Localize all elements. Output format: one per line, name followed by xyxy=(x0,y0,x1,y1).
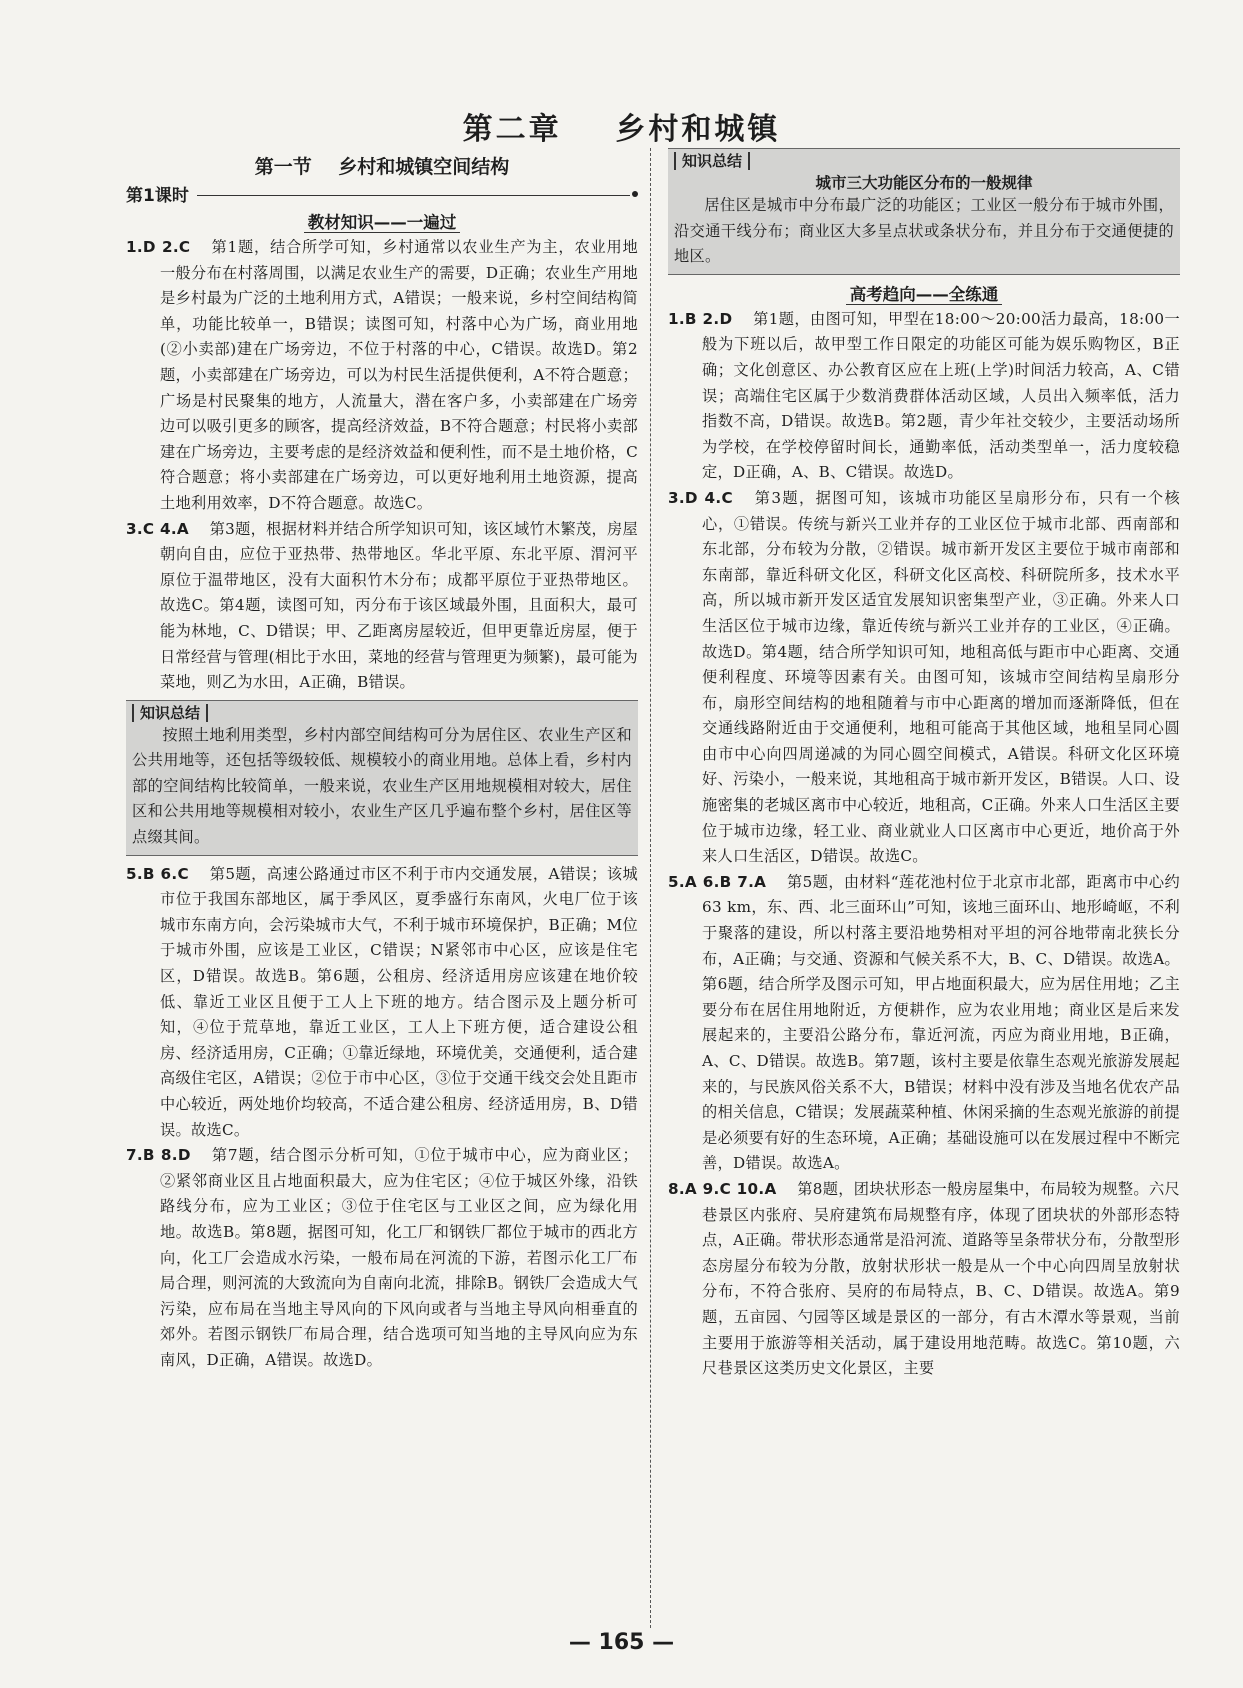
answer-keys: 7.B 8.D xyxy=(126,1146,207,1165)
answer-block xyxy=(126,235,638,517)
answer-block xyxy=(126,1143,638,1373)
lesson-dot xyxy=(632,191,638,197)
answer-block xyxy=(668,486,1180,870)
answer-explanation: 第5题，由材料“莲花池村位于北京市北部，距离市中心约63 km，东、西、北三面环山”可知，该地三面环山、地形崎岖，不利于聚落的建设，所以村落主要沿地势相对平坦的河谷地带南北狭长分布，A正确；与交通、资源和气候关系不大，B、C、D错误。故选A。第6题，结合所学及图示可知，甲占地面积最大，应为居住用地；乙主要分布在居住用地附近，方便耕作，应为农业用地；商业区是后来发展起来的，主要沿公路分布，靠近河流，丙应为商业用地，B正确，A、C、D错误。故选B。第7题，该村主要是依靠生态观光旅游发展起来的，与民族风俗关系不大，B错误；材料中没有涉及当地名优农产品的相关信息，C错误；发展蔬菜种植、休闲采摘的生态观光旅游的前提是必须要有好的生态环境，A正确；基础设施可以在发展过程中不断完善，D错误。故选A。 xyxy=(702,872,1180,1173)
box-label: 知识总结 xyxy=(674,152,750,170)
answer-block xyxy=(126,517,638,696)
section-title: 第一节 乡村和城镇空间结构 xyxy=(254,156,510,178)
answer-explanation: 第5题，高速公路通过市区不利于市内交通发展，A错误；该城市位于我国东部地区，属于季风区，夏季盛行东南风，火电厂位于该城市东南方向，会污染城市大气，不利于城市环境保护，B正确；M位于城市外围，应该是工业区，C错误；N紧邻市中心区，应该是住宅区，D错误。故选B。第6题，公租房、经济适用房应该建在地价较低、靠近工业区且便于工人上下班的地方。结合图示及上题分析可知，④位于荒草地，靠近工业区，工人上下班方便，适合建设公租房、经济适用房，C正确；①靠近绿地，环境优美，交通便利，适合建高级住宅区，A错误；②位于市中心区，③位于交通干线交会处且距市中心较近，两处地价均较高，不适合建公租房、经济适用房，B、D错误。故选C。 xyxy=(160,864,638,1139)
section-heading-textbook xyxy=(126,209,638,233)
box-label: 知识总结 xyxy=(132,704,208,722)
answer-block xyxy=(668,870,1180,1177)
answer-keys: 3.D 4.C xyxy=(668,488,749,507)
answer-explanation: 第1题，由图可知，甲型在18:00～20:00活力最高，18:00一般为下班以后，故甲型工作日限定的功能区可能为娱乐购物区，B正确；文化创意区、办公教育区应在上班(上学)时间活力较高，A、C错误；高端住宅区属于少数消费群体活动区域，人员出入频率低，活力指数不高，D错误。故选B。第2题，青少年社交较少，主要活动场所为学校，在学校停留时间长，通勤率低，活动类型单一，活力度较稳定，D正确，A、B、C错误。故选D。 xyxy=(702,309,1180,482)
lesson-rule xyxy=(197,195,630,196)
knowledge-summary-box xyxy=(126,700,638,856)
answer-keys: 1.B 2.D xyxy=(668,309,748,328)
section-heading-text: 教材知识——一遍过 xyxy=(304,213,461,233)
right-column xyxy=(668,148,1180,1382)
answer-explanation: 第1题，结合所学可知，乡村通常以农业生产为主，农业用地一般分布在村落周围，以满足农业生产的需要，D正确；农业生产用地是乡村最为广泛的土地利用方式，A错误；一般来说，乡村空间结构简单，功能比较单一，B错误；读图可知，村落中心为广场，商业用地(②小卖部)建在广场旁边，不位于村落的中心，C错误。故选D。第2题，小卖部建在广场旁边，可以为村民生活提供便利，A不符合题意；广场是村民聚集的地方，人流量大，潜在客户多，小卖部建在广场旁边可以吸引更多的顾客，提高经济效益，B不符合题意；村民将小卖部建在广场旁边，主要考虑的是经济效益和便利性，而不是土地价格，C符合题意；将小卖部建在广场旁边，可以更好地利用土地资源，提高土地利用效率，D不符合题意。故选C。 xyxy=(160,238,638,512)
answer-explanation: 第8题，团块状形态一般房屋集中，布局较为规整。六尺巷景区内张府、吴府建筑布局规整有序，体现了团块状的外部形态特点，A正确。带状形态通常是沿河流、道路等呈条带状分布，分散型形态房屋分布较为分散，放射状形状一般是从一个中心向四周呈放射状分布，不符合张府、吴府的布局特点，B、C、D错误。故选A。第9题，五亩园、勺园等区域是景区的一部分，有古木潭水等景观，当前主要用于旅游等相关活动，属于建设用地范畴。故选C。第10题，六尺巷景区这类历史文化景区，主要 xyxy=(702,1179,1180,1378)
left-column xyxy=(126,148,638,1374)
answer-explanation: 第3题，根据材料并结合所学知识可知，该区域竹木繁茂，房屋朝向自由，应位于亚热带、热带地区。华北平原、东北平原、渭河平原位于温带地区，没有大面积竹木分布；成都平原位于亚热带地区。故选C。第4题，读图可知，丙分布于该区域最外围，且面积大，最可能为林地，C、D错误；甲、乙距离房屋较近，但甲更靠近房屋，便于日常经营与管理(相比于水田，菜地的经营与管理更为频繁)，最可能为菜地，则乙为水田，A正确，B错误。 xyxy=(160,519,638,692)
answer-keys: 3.C 4.A xyxy=(126,519,205,538)
answer-keys: 8.A 9.C 10.A xyxy=(668,1179,792,1198)
box-heading: 城市三大功能区分布的一般规律 xyxy=(815,174,1033,192)
answer-keys: 5.A 6.B 7.A xyxy=(668,872,782,891)
section-heading-text: 高考趋向——全练通 xyxy=(846,285,1003,305)
answer-explanation: 第7题，结合图示分析可知，①位于城市中心，应为商业区；②紧邻商业区且占地面积最大，应为住宅区；④位于城区外缘，沿铁路线分布，应为工业区；③位于住宅区与工业区之间，应为绿化用地。故选B。第8题，据图可知，化工厂和钢铁厂都位于城市的西北方向，化工厂会造成水污染，一般布局在河流的下游，若图示化工厂布局合理，则河流的大致流向为自南向北流，排除B。钢铁厂会造成大气污染，应布局在当地主导风向的下风向或者与当地主导风向相垂直的郊外。若图示钢铁厂布局合理，结合选项可知当地的主导风向应为东南风，D正确，A错误。故选D。 xyxy=(160,1146,638,1369)
knowledge-summary-box xyxy=(668,148,1180,275)
page-number: — 165 — xyxy=(568,1630,675,1655)
box-text: 居住区是城市中分布最广泛的功能区；工业区一般分布于城市外围，沿交通干线分布；商业区大多呈点状或条状分布，并且分布于交通便捷的地区。 xyxy=(674,196,1174,266)
answer-keys: 5.B 6.C xyxy=(126,864,205,883)
box-text: 按照土地利用类型，乡村内部空间结构可分为居住区、农业生产区和公共用地等，还包括等级较低、规模较小的商业用地。总体上看，乡村内部的空间结构比较简单，一般来说，农业生产区用地规模相对较大，居住区和公共用地等规模相对较小，农业生产区几乎遍布整个乡村，居住区等点缀其间。 xyxy=(132,725,632,847)
chapter-title: 第二章 乡村和城镇 xyxy=(462,112,781,147)
answer-block xyxy=(668,1177,1180,1382)
section-heading-exam xyxy=(668,281,1180,305)
answer-block xyxy=(668,307,1180,486)
column-divider xyxy=(650,148,651,1628)
lesson-row xyxy=(126,181,638,206)
answer-explanation: 第3题，据图可知，该城市功能区呈扇形分布，只有一个核心，①错误。传统与新兴工业并存的工业区位于城市北部、西南部和东北部，分布较为分散，②错误。城市新开发区主要位于城市南部和东南部，靠近科研文化区，科研文化区高校、科研院所多，技术水平高，所以城市新开发区适宜发展知识密集型产业，③正确。外来人口生活区位于城市边缘，靠近传统与新兴工业并存的工业区，④正确。故选D。第4题，结合所学知识可知，地租高低与距市中心距离、交通便利程度、环境等因素有关。由图可知，该城市空间结构呈扇形分布，扇形空间结构的地租随着与市中心距离的增加而逐渐降低，但在交通线路附近由于交通便利，地租可能高于其他区域，地租呈同心圆由市中心向四周递减的为同心圆空间模式，A错误。科研文化区环境好、污染小，一般来说，其地租高于城市新开发区，B错误。人口、设施密集的老城区离市中心较近，地租高，C正确。外来人口生活区主要位于城市边缘，轻工业、商业就业人口区离市中心更近，地价高于外来人口生活区，D错误。故选C。 xyxy=(702,488,1180,866)
lesson-label: 第1课时 xyxy=(126,186,189,206)
answer-block xyxy=(126,862,638,1144)
answer-keys: 1.D 2.C xyxy=(126,238,206,256)
